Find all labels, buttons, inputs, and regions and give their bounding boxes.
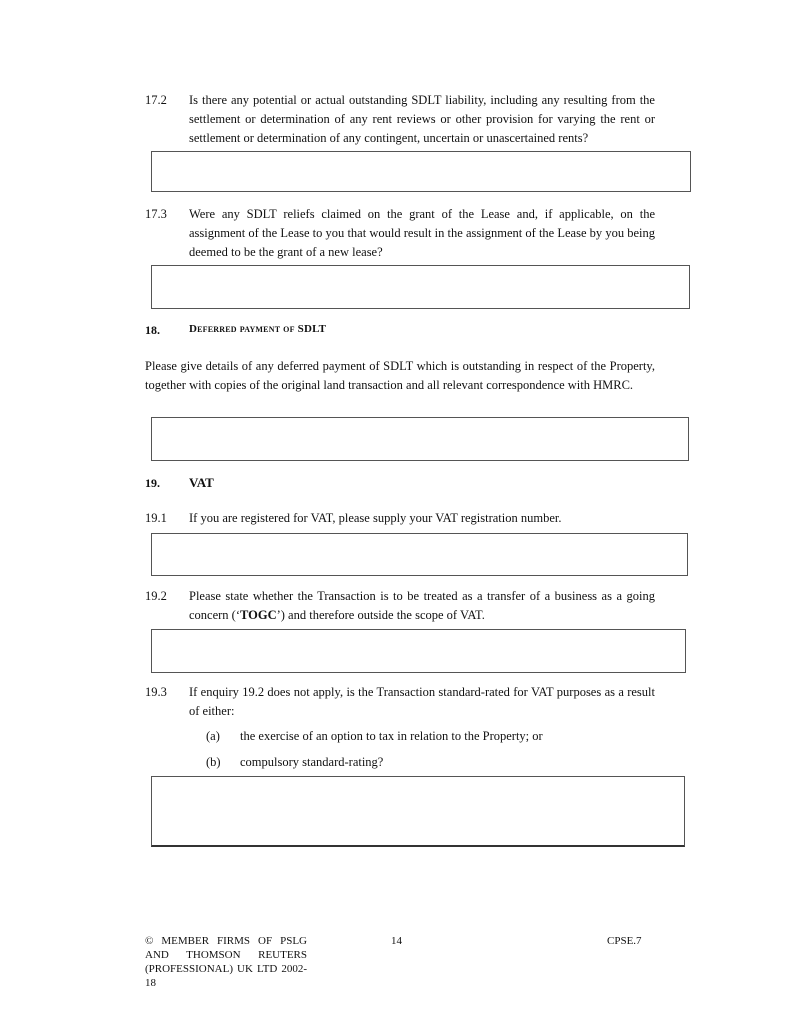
section-text-18: Please give details of any deferred payment of SDLT which is outstanding in respect of the Property, together with copies of the original land transaction and all relevant correspondence with HMRC. <box>145 359 655 392</box>
section-number-18: 18. <box>145 323 160 337</box>
question-number-19-3: 19.3 <box>145 685 167 699</box>
list-item-text-a: the exercise of an option to tax in relation to the Property; or <box>240 729 543 743</box>
section-title-19: VAT <box>189 475 214 490</box>
answer-box-17-3[interactable] <box>151 265 690 309</box>
question-number-19-2: 19.2 <box>145 589 167 603</box>
defined-term-togc: TOGC <box>240 608 277 622</box>
question-number-17-3: 17.3 <box>145 207 167 221</box>
section-title-18: Deferred payment of SDLT <box>189 323 327 335</box>
list-item-label-b: (b) <box>206 755 221 769</box>
question-text-19-2-end: ’) and therefore outside the scope of VAT. <box>276 608 485 622</box>
question-number-19-1: 19.1 <box>145 511 167 525</box>
answer-box-19-3[interactable] <box>151 776 685 847</box>
footer-form-code: CPSE.7 <box>607 935 642 947</box>
question-text-19-3: If enquiry 19.2 does not apply, is the Transaction standard-rated for VAT purposes as a result of either: <box>189 685 655 718</box>
answer-box-17-2[interactable] <box>151 151 691 192</box>
answer-box-19-2[interactable] <box>151 629 686 673</box>
question-text-19-2-start: Please state whether the Transaction is to be treated as a transfer of a business as a going concern (‘ <box>189 589 655 622</box>
footer-copyright: © MEMBER FIRMS OF PSLG AND THOMSON REUTERS (PROFESSIONAL) UK LTD 2002-18 <box>145 935 307 989</box>
section-number-19: 19. <box>145 476 160 490</box>
question-number-17-2: 17.2 <box>145 93 167 107</box>
question-text-17-2: Is there any potential or actual outstanding SDLT liability, including any resulting from the settlement or determination of any rent reviews or other provision for varying the rent or settlement or determination of any contingent, uncertain or unascertained rents? <box>189 93 655 145</box>
question-text-19-1: If you are registered for VAT, please supply your VAT registration number. <box>189 511 562 525</box>
footer-page-number: 14 <box>391 935 402 947</box>
question-text-19-2 <box>189 587 655 625</box>
question-text-17-3: Were any SDLT reliefs claimed on the grant of the Lease and, if applicable, on the assignment of the Lease to you that would result in the assignment of the Lease by you being deemed to be the grant of a new lease? <box>189 207 655 259</box>
list-item-label-a: (a) <box>206 729 220 743</box>
answer-box-18[interactable] <box>151 417 689 461</box>
list-item-text-b: compulsory standard-rating? <box>240 755 384 769</box>
answer-box-19-1[interactable] <box>151 533 688 576</box>
